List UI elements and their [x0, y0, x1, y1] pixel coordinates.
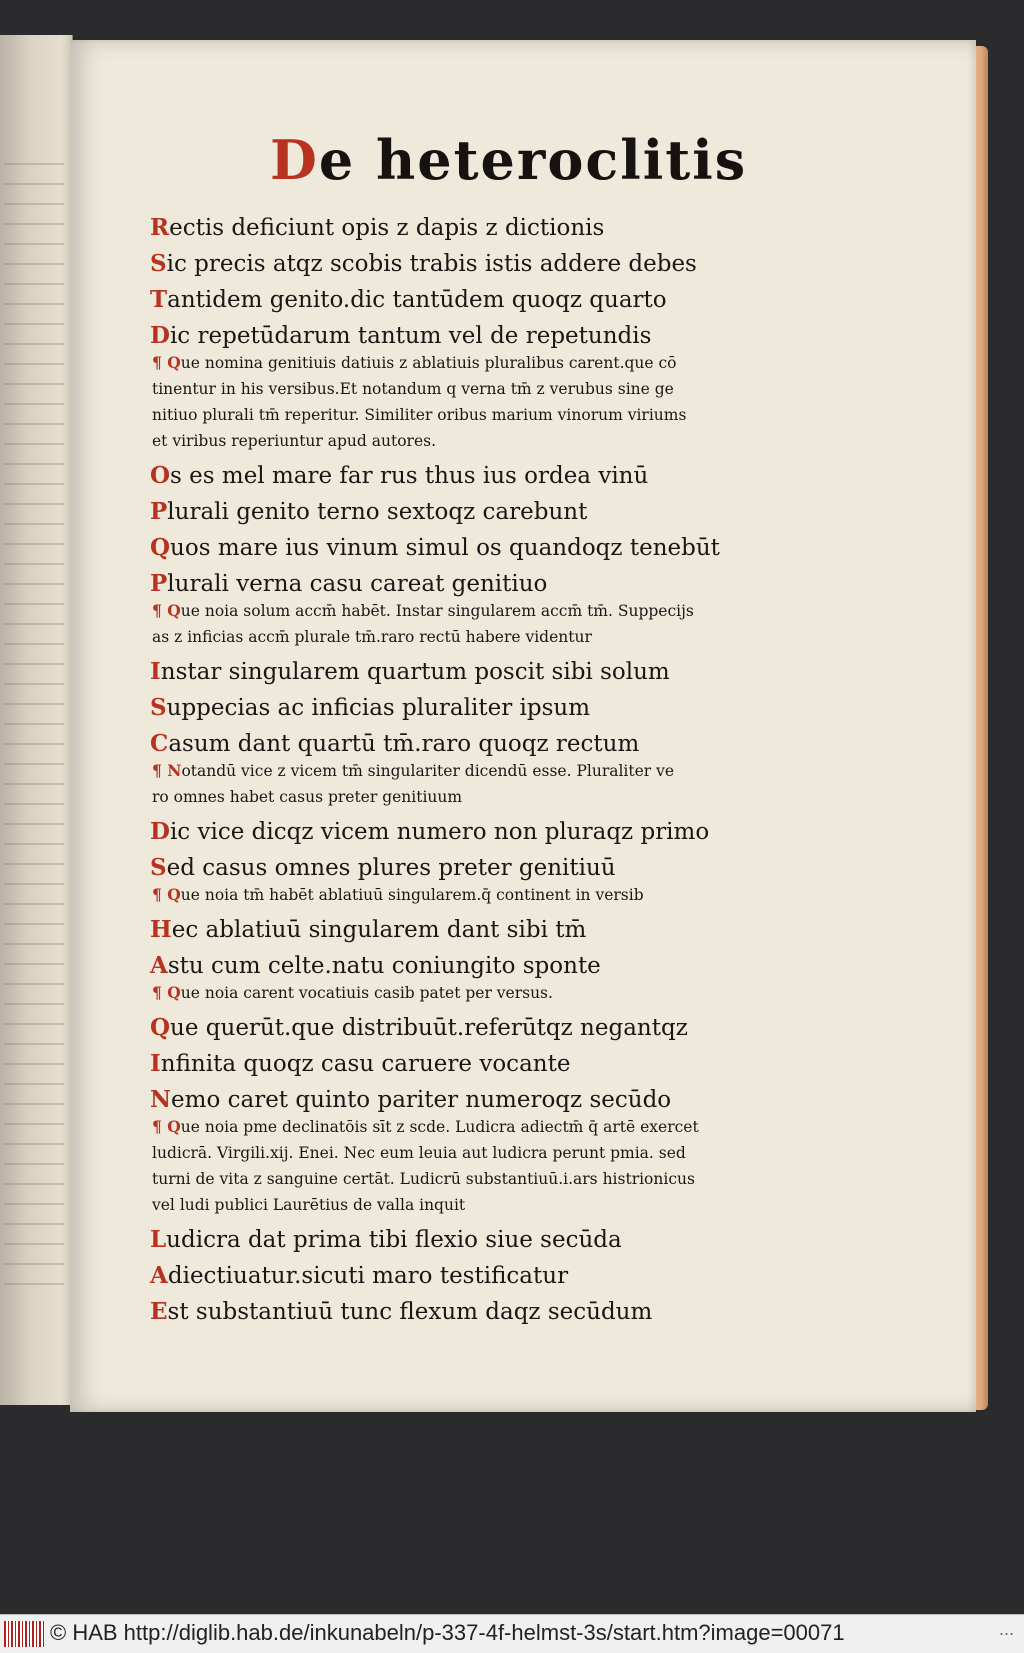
rubric-initial: A [150, 1262, 168, 1289]
rubric-initial: I [150, 658, 161, 685]
rubric-initial: Q [150, 534, 171, 561]
verse-line [150, 246, 790, 282]
text-lines [150, 210, 790, 1330]
rubric-initial: C [150, 730, 169, 757]
line-text: stu cum celte.natu coniungito sponte [167, 953, 601, 979]
verse-line [150, 210, 790, 246]
rubric-initial: H [150, 916, 172, 943]
gloss-line [152, 982, 790, 1004]
gloss-line [152, 1168, 790, 1190]
verse-line [150, 850, 790, 886]
verse-line [150, 282, 790, 318]
line-text: s es mel mare far rus thus ius ordea vinū [170, 463, 649, 489]
gloss-line [152, 378, 790, 400]
footer-bar [0, 1614, 1024, 1653]
line-text: ic vice dicqz vicem numero non pluraqz primo [169, 819, 710, 845]
verse-line [150, 654, 790, 690]
rubric-initial: ¶ Q [152, 983, 181, 1002]
gloss-line [152, 1194, 790, 1216]
line-text: ed casus omnes plures preter genitiuū [166, 855, 616, 881]
verse-line [150, 1294, 790, 1330]
verse-line [150, 1258, 790, 1294]
line-text: ic precis atqz scobis trabis istis addere debes [166, 251, 697, 277]
line-text: antidem genito.dic tantūdem quoqz quarto [167, 287, 667, 313]
heading-text: e heteroclitis [318, 128, 748, 192]
rubric-initial: R [150, 214, 170, 241]
rubric-initial: A [150, 952, 168, 979]
gloss-line [152, 430, 790, 452]
rubric-initial: S [150, 250, 167, 277]
facing-page-text-bleed [4, 145, 64, 1285]
verse-line [150, 318, 790, 354]
line-text: ue noia tm̄ habēt ablatiuū singularem.q̄ continent in versib [180, 886, 644, 904]
page-heading [270, 128, 790, 192]
verse-line [150, 1082, 790, 1118]
rubric-initial: ¶ Q [152, 601, 181, 620]
rubric-initial: L [150, 1226, 167, 1253]
line-text: diectiuatur.sicuti maro testificatur [167, 1263, 569, 1289]
line-text: emo caret quinto pariter numeroqz secūdo [171, 1087, 672, 1113]
line-text: tinentur in his versibus.Et notandum q verna tm̄ z verubus sine ge [152, 380, 674, 398]
line-text: nitiuo plurali tm̄ reperitur. Similiter oribus marium vinorum viriums [152, 406, 687, 424]
line-text: asum dant quartū tm̄.raro quoqz rectum [168, 731, 640, 757]
line-text: ec ablatiuū singularem dant sibi tm̄ [171, 917, 587, 943]
gloss-line [152, 352, 790, 374]
rubric-initial: ¶ Q [152, 885, 181, 904]
line-text: ro omnes habet casus preter genitiuum [152, 788, 463, 806]
line-text: lurali verna casu careat genitiuo [167, 571, 548, 597]
rubric-initial: S [150, 694, 167, 721]
gloss-line [152, 1116, 790, 1138]
rubric-initial: T [150, 286, 168, 313]
line-text: otandū vice z vicem tm̄ singulariter dicendū esse. Pluraliter ve [181, 762, 675, 780]
footer-credit[interactable]: © HAB http://diglib.hab.de/inkunabeln/p-337-4f-helmst-3s/start.htm?image=00071 [50, 1620, 845, 1645]
line-text: ue querūt.que distribuūt.referūtqz negantqz [170, 1015, 688, 1041]
gloss-line [152, 786, 790, 808]
rubric-initial: ¶ N [152, 761, 182, 780]
line-text: uos mare ius vinum simul os quandoqz tenebūt [170, 535, 720, 561]
gloss-line [152, 404, 790, 426]
rubric-initial: ¶ Q [152, 1117, 181, 1136]
rubric-initial: N [150, 1086, 172, 1113]
verse-line [150, 1222, 790, 1258]
line-text: vel ludi publici Laurētius de valla inquit [152, 1196, 466, 1214]
line-text: udicra dat prima tibi flexio siue secūda [166, 1227, 622, 1253]
gloss-line [152, 600, 790, 622]
line-text: turni de vita z sanguine certāt. Ludicrū substantiuū.i.ars histrionicus [152, 1170, 695, 1188]
rubric-initial: D [150, 818, 170, 845]
line-text: nstar singularem quartum poscit sibi solum [160, 659, 670, 685]
gloss-line [152, 626, 790, 648]
rubric-initial: P [150, 570, 168, 597]
rubric-initial: I [150, 1050, 161, 1077]
line-text: ic repetūdarum tantum vel de repetundis [169, 323, 652, 349]
line-text: nfinita quoqz casu caruere vocante [160, 1051, 571, 1077]
rubric-initial: D [150, 322, 170, 349]
line-text: ludicrā. Virgili.xij. Enei. Nec eum leuia aut ludicra perunt pmia. sed [152, 1144, 686, 1162]
verse-line [150, 814, 790, 850]
line-text: ue noia carent vocatiuis casib patet per versus. [180, 984, 553, 1002]
verse-line [150, 1010, 790, 1046]
verse-line [150, 494, 790, 530]
verse-line [150, 948, 790, 984]
barcode-icon [4, 1621, 44, 1647]
gloss-line [152, 760, 790, 782]
ellipsis-icon[interactable]: ... [998, 1619, 1014, 1639]
page-text [150, 128, 790, 1330]
rubric-initial: S [150, 854, 167, 881]
verse-line [150, 566, 790, 602]
rubric-initial: E [150, 1298, 168, 1325]
line-text: ue noia solum accm̄ habēt. Instar singularem accm̄ tm̄. Suppecijs [180, 602, 694, 620]
rubric-initial: O [150, 462, 171, 489]
verse-line [150, 1046, 790, 1082]
rubric-initial: P [150, 498, 168, 525]
line-text: ue noia pme declinatōis sīt z scde. Ludicra adiectm̄ q̄ artē exercet [180, 1118, 699, 1136]
line-text: uppecias ac inficias pluraliter ipsum [166, 695, 591, 721]
line-text: as z inficias accm̄ plurale tm̄.raro rectū habere videntur [152, 628, 592, 646]
verse-line [150, 726, 790, 762]
rubric-initial: Q [150, 1014, 171, 1041]
line-text: lurali genito terno sextoqz carebunt [167, 499, 588, 525]
verse-line [150, 690, 790, 726]
line-text: ectis deficiunt opis z dapis z dictionis [169, 215, 605, 241]
line-text: et viribus reperiuntur apud autores. [152, 432, 436, 450]
verse-line [150, 530, 790, 566]
rubric-initial: ¶ Q [152, 353, 181, 372]
verse-line [150, 458, 790, 494]
facing-page [0, 35, 73, 1405]
line-text: st substantiuū tunc flexum daqz secūdum [167, 1299, 653, 1325]
gloss-line [152, 1142, 790, 1164]
gloss-line [152, 884, 790, 906]
line-text: ue nomina genitiuis datiuis z ablatiuis pluralibus carent.que cō [180, 354, 677, 372]
heading-initial: D [270, 128, 319, 192]
verse-line [150, 912, 790, 948]
